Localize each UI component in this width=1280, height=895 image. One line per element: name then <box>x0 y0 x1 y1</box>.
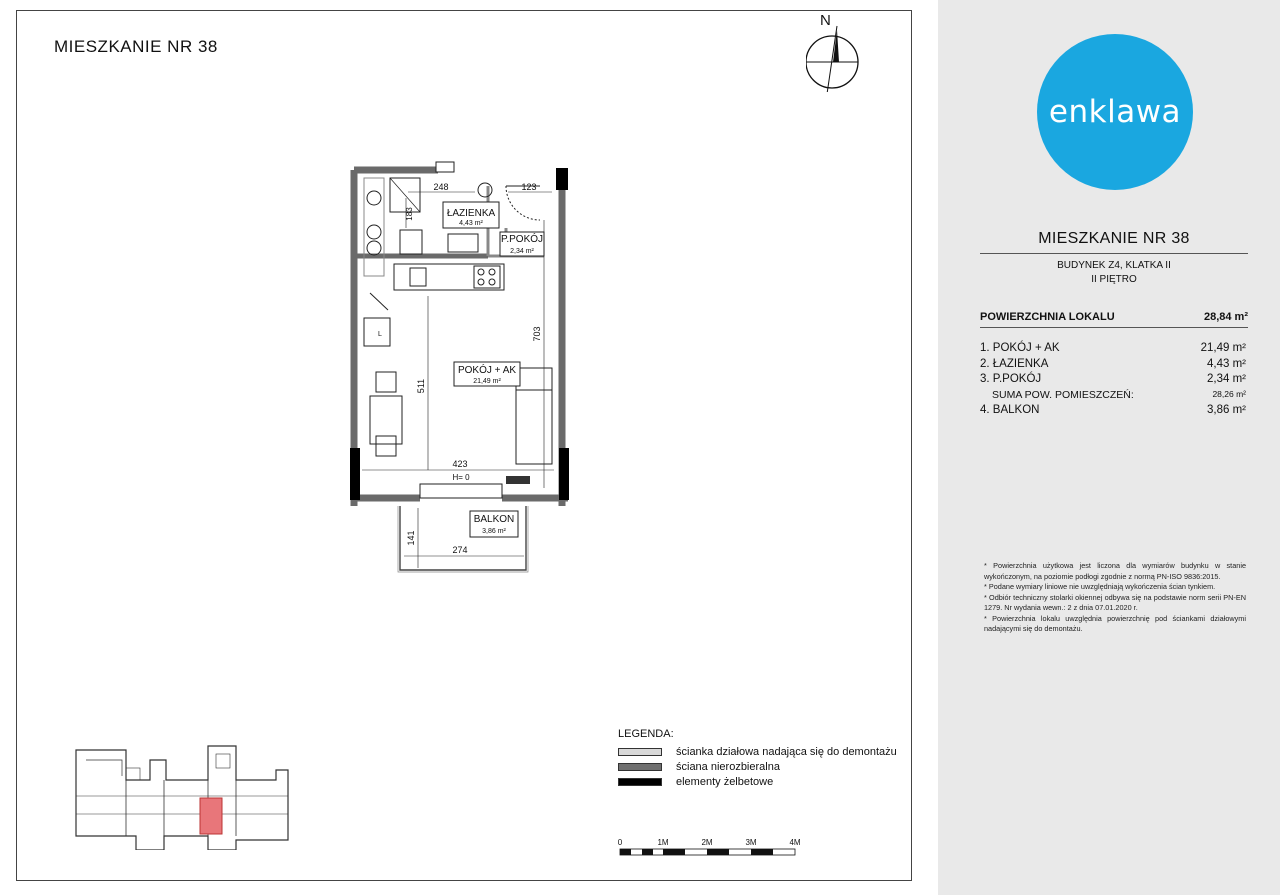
room-value: 3,86 m² <box>1207 404 1246 416</box>
apartment-title: MIESZKANIE NR 38 <box>1038 230 1190 247</box>
legend-label: ścianka działowa nadająca się do demontażu <box>676 745 897 758</box>
dim-room-depth: 703 <box>532 326 542 342</box>
logo-text: enklawa <box>1048 94 1182 130</box>
footnote: * Podane wymiary liniowe nie uwzględniają wykończenia ścian tynkiem. <box>984 582 1216 591</box>
dim-hall-width: 123 <box>521 182 537 192</box>
highlighted-apartment-marker <box>200 798 222 834</box>
room-sum-value: 28,26 m² <box>1212 388 1246 399</box>
room-row <box>980 373 1248 389</box>
building-info: BUDYNEK Z4, KLATKA II <box>1057 260 1171 271</box>
legend-title: LEGENDA: <box>618 728 674 740</box>
bath-name: ŁAZIENKA <box>446 208 496 219</box>
total-area-label: POWIERZCHNIA LOKALU <box>980 311 1115 323</box>
room-label: 1. POKÓJ + AK <box>980 342 1060 354</box>
dim-room-width: 423 <box>452 459 468 469</box>
scale-label: 4M <box>789 838 801 847</box>
scale-label: 2M <box>701 838 713 847</box>
room-label: 3. P.POKÓJ <box>980 373 1042 385</box>
scale-label: 3M <box>745 838 757 847</box>
enklawa-logo <box>1037 34 1193 190</box>
legend-swatch-demountable <box>618 748 662 756</box>
footnotes <box>984 561 1246 635</box>
north-compass-icon <box>806 8 862 92</box>
fridge-label: L <box>378 331 382 338</box>
room-row <box>980 342 1248 358</box>
scale-bar <box>614 836 814 862</box>
dim-sill: H= 0 <box>452 473 470 482</box>
legend-swatch-permanent <box>618 763 662 771</box>
total-area-value: 28,84 m² <box>1203 311 1248 323</box>
scale-label: 0 <box>617 838 623 847</box>
room-value: 21,49 m² <box>1200 342 1246 354</box>
legend <box>618 728 897 789</box>
legend-item <box>618 744 897 759</box>
building-key-plan <box>66 740 296 850</box>
room-row <box>980 358 1248 374</box>
footnote: * Powierzchnia użytkowa jest liczona dla wymiarów budynku w stanie wykończonym, na poziomie podłogi zgodnie z normą PN-ISO 9836:2015. <box>984 561 1246 581</box>
legend-label: ściana nierozbieralna <box>676 760 780 773</box>
dim-bath-width: 248 <box>433 182 449 192</box>
dim-balcony-depth: 141 <box>406 530 416 546</box>
legend-swatch-concrete <box>618 778 662 786</box>
room-label: 2. ŁAZIENKA <box>980 357 1049 370</box>
room-label: 4. BALKON <box>980 404 1040 416</box>
room-row <box>980 404 1248 420</box>
divider <box>980 327 1248 328</box>
main-room-area: 21,49 m² <box>473 378 501 385</box>
main-room-name: POKÓJ + AK <box>457 365 517 376</box>
floor-info: II PIĘTRO <box>1091 274 1137 285</box>
bath-area: 4,43 m² <box>459 220 483 227</box>
scale-label: 1M <box>657 838 669 847</box>
room-sum-row <box>980 389 1248 405</box>
room-sum-label: SUMA POW. POMIESZCZEŃ: <box>992 388 1134 401</box>
room-area-list <box>980 342 1248 420</box>
plan-title: MIESZKANIE NR 38 <box>54 37 218 56</box>
dim-balcony-width: 274 <box>452 545 468 555</box>
legend-label: elementy żelbetowe <box>676 775 774 788</box>
dim-room-inner: 511 <box>416 378 426 394</box>
legend-item <box>618 759 897 774</box>
compass-north-label: N <box>820 12 831 29</box>
legend-item <box>618 774 897 789</box>
hall-name: P.POKÓJ <box>500 234 544 245</box>
divider <box>980 253 1248 254</box>
dim-bath-depth: 183 <box>405 207 414 221</box>
room-value: 2,34 m² <box>1207 373 1246 385</box>
balcony-name: BALKON <box>473 514 515 525</box>
balcony-area: 3,86 m² <box>482 528 506 535</box>
footnote: * Powierzchnia lokalu uwzględnia powierzchnię pod ściankami działowymi nadającymi się do demontażu. <box>984 613 1246 633</box>
room-value: 4,43 m² <box>1207 357 1246 370</box>
apartment-floor-plan <box>340 158 590 578</box>
hall-area: 2,34 m² <box>510 248 534 255</box>
footnote: * Odbiór techniczny stolarki okiennej odbywa się na podstawie norm serii PN-EN 1279. Nr wydania wewn.: 2 z dnia 07.01.2020 r. <box>984 592 1246 612</box>
total-area-row <box>980 311 1248 323</box>
